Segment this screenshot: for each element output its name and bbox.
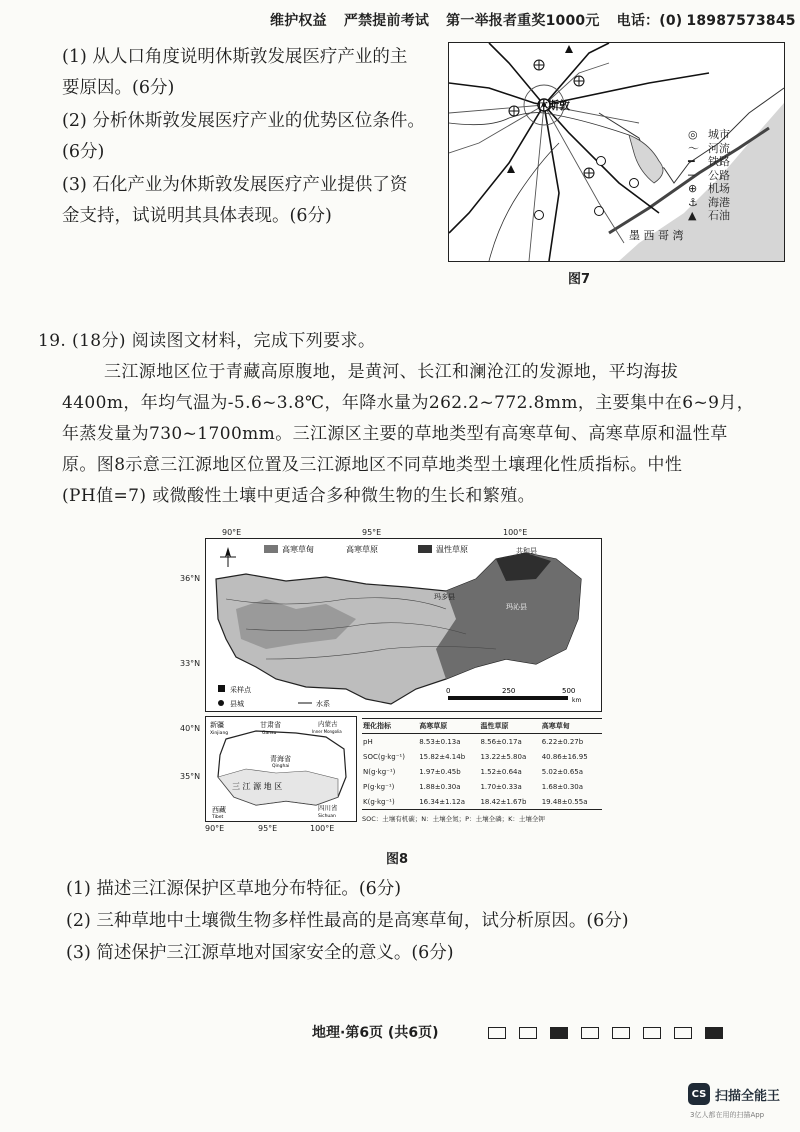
q19-sub2: (2) 三种草地中土壤微生物多样性最高的是高寒草甸，试分析原因。(6分): [66, 911, 629, 931]
header-phone: 电话：(0) 18987573845: [616, 13, 796, 29]
camscanner-logo: CS: [688, 1083, 710, 1105]
sanjiangyuan-map-svg: [206, 539, 601, 711]
port-icons: [535, 157, 639, 220]
scale-bar: [448, 696, 568, 700]
q18-sub1: (1) 从人口角度说明休斯敦发展医疗产业的主 要原因。(6分): [62, 47, 408, 98]
legend-city: ◎ 城市: [688, 128, 730, 141]
fig7-legend: [688, 128, 730, 223]
q19-sub1: (1) 描述三江源保护区草地分布特征。(6分): [66, 879, 402, 899]
scale-0: 0: [446, 687, 451, 695]
houston-label: 休斯敦: [537, 99, 570, 112]
svg-text:Xinjiang: Xinjiang: [210, 731, 229, 736]
inset-lat-40: 40°N: [180, 724, 201, 733]
table-header-row: 理化指标 高寒草原 温性草原 高寒草甸: [362, 719, 602, 734]
river-lines: [449, 113, 629, 261]
header-reward: 第一举报者重奖1000元: [446, 13, 600, 29]
table-row: N(g·kg⁻¹) 1.97±0.45b 1.52±0.64a 5.02±0.65a: [363, 767, 584, 776]
figure-8-caption: 图8: [386, 852, 409, 867]
scanner-watermark: [688, 1083, 780, 1105]
north-arrow-icon: [220, 547, 236, 567]
svg-text:Tibet: Tibet: [212, 815, 224, 820]
inset-lon-100: 100°E: [310, 824, 335, 833]
fig8-lon-100: 100°E: [503, 528, 528, 537]
legend-water-label: 水系: [316, 700, 330, 708]
figure-7-houston-map: [448, 42, 785, 262]
place-gonghe: 共和县: [516, 547, 537, 555]
svg-text:Gansu: Gansu: [262, 731, 277, 736]
table-row: pH 8.53±0.13a 8.56±0.17a 6.22±0.27b: [363, 737, 584, 746]
legend-steppe-label: 高寒草原: [346, 545, 378, 554]
svg-text:Qinghai: Qinghai: [272, 764, 290, 769]
scale-500: 500: [562, 687, 576, 695]
fig8-lat-36: 36°N: [180, 574, 201, 583]
legend-port: ⚓ 海港: [688, 195, 730, 209]
svg-text:甘肃省: 甘肃省: [260, 721, 281, 729]
svg-text:四川省: 四川省: [318, 804, 338, 812]
header-rights: 维护权益: [270, 13, 327, 29]
legend-county-icon: [218, 700, 224, 706]
legend-road: ─ 公路: [688, 168, 730, 182]
place-maqin: 玛沁县: [506, 603, 527, 611]
svg-text:青海省: 青海省: [270, 755, 291, 763]
place-maduo: 玛多县: [434, 593, 455, 601]
fig8-lon-95: 95°E: [362, 528, 382, 537]
watermark-brand: 扫描全能王: [715, 1088, 781, 1104]
q19-paragraph: 三江源地区位于青藏高原腹地，是黄河、长江和澜沧江的发源地，平均海拔 4400m，年均气温为-5.6~3.8℃，年降水量为262.2~772.8mm，主要集中在6~9月， 年蒸发量为730~1700mm。三江源区主要的草地类型有高寒草甸、高寒草原和温性草 原。图8示意三江源地区位置及三江源地区不同草地类型土壤理化性质指标。中性 (PH值=7) 或微酸性土壤中更适合多种微生物的生长和繁殖。: [62, 362, 755, 506]
legend-airport: ⊕ 机场: [688, 182, 730, 195]
svg-text:Inner Mongolia: Inner Mongolia: [312, 729, 342, 734]
legend-railway: ━ 铁路: [688, 155, 730, 168]
figure-8-inset-map: [205, 716, 357, 822]
legend-temperate-label: 温性草原: [436, 545, 468, 554]
svg-text:三 江 源 地 区: 三 江 源 地 区: [232, 782, 283, 791]
houston-map-svg: [449, 43, 784, 261]
q19-sub3: (3) 简述保护三江源草地对国家安全的意义。(6分): [66, 943, 454, 963]
fig8-lat-33: 33°N: [180, 659, 201, 668]
svg-text:西藏: 西藏: [212, 806, 226, 814]
inset-lon-95: 95°E: [258, 824, 278, 833]
gulf-label: 墨 西 哥 湾: [629, 229, 684, 242]
exam-header: [270, 10, 800, 30]
table-row: P(g·kg⁻¹) 1.88±0.30a 1.70±0.33a 1.68±0.30a: [363, 782, 584, 791]
scale-250: 250: [502, 687, 516, 695]
scale-unit: km: [572, 697, 582, 704]
legend-meadow-label: 高寒草甸: [282, 545, 314, 554]
legend-sample-icon: [218, 685, 225, 692]
legend-temperate-swatch: [418, 545, 432, 553]
inset-map-svg: [206, 717, 356, 821]
inset-lat-35: 35°N: [180, 772, 201, 781]
fig8-lon-90: 90°E: [222, 528, 242, 537]
q18-sub3: (3) 石化产业为休斯敦发展医疗产业提供了资 金支持，试说明其具体表现。(6分): [62, 175, 408, 226]
header-warning: 严禁提前考试: [343, 13, 430, 29]
legend-sample-label: 采样点: [230, 686, 251, 694]
soil-property-table: [362, 718, 602, 823]
legend-meadow-swatch: [264, 545, 278, 553]
figure-8-sanjiangyuan-map: [205, 538, 602, 712]
table-row: K(g·kg⁻¹) 16.34±1.12a 18.42±1.67b 19.48±0.55a: [362, 794, 602, 810]
q19-intro: 19. (18分) 阅读图文材料，完成下列要求。: [38, 331, 376, 351]
figure-7-caption: 图7: [568, 272, 591, 287]
table-note: SOC：土壤有机碳；N：土壤全氮；P：土壤全磷；K：土壤全钾: [362, 815, 545, 823]
svg-text:Sichuan: Sichuan: [318, 814, 336, 819]
q18-sub2: (2) 分析休斯敦发展医疗产业的优势区位条件。 (6分): [62, 111, 425, 162]
svg-text:内蒙古: 内蒙古: [318, 720, 338, 728]
table-row: SOC(g·kg⁻¹) 15.82±4.14b 13.22±5.80a 40.86±16.95: [363, 752, 588, 761]
bay: [629, 135, 663, 183]
watermark-subtitle: 3亿人都在用的扫描App: [690, 1111, 765, 1119]
svg-text:新疆: 新疆: [210, 721, 224, 729]
legend-river: 〜 河流: [688, 141, 730, 155]
legend-oil: ▲ 石油: [688, 209, 730, 222]
answer-sheet-marks: [488, 1022, 736, 1041]
legend-county-label: 县城: [230, 700, 244, 708]
page-number: 地理·第6页 (共6页): [312, 1025, 439, 1041]
inset-lon-90: 90°E: [205, 824, 225, 833]
